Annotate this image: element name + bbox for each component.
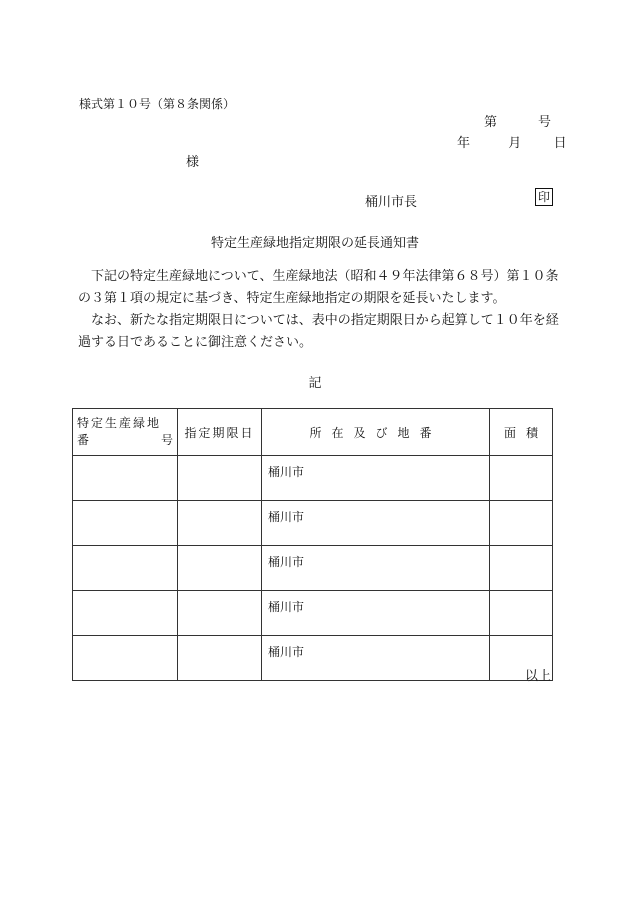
date-month-label: 月 [508, 136, 522, 151]
table-row [73, 591, 553, 636]
cell-number[interactable] [73, 501, 178, 546]
cell-number[interactable] [73, 456, 178, 501]
date-year-label: 年 [457, 136, 471, 151]
cell-deadline[interactable] [178, 591, 262, 636]
number-label-go: 号 [538, 115, 552, 130]
ki-heading: 記 [308, 376, 322, 391]
cell-deadline[interactable] [178, 636, 262, 681]
closing-text: 以上 [525, 669, 552, 684]
cell-area[interactable] [490, 546, 553, 591]
number-label-dai: 第 [484, 115, 498, 130]
header-area: 面 積 [490, 409, 553, 456]
header-number: 特定生産緑地 番 号 [73, 409, 178, 456]
date-day-label: 日 [553, 136, 567, 151]
cell-number[interactable] [73, 636, 178, 681]
green-land-table [72, 408, 553, 681]
cell-deadline[interactable] [178, 501, 262, 546]
document-number [484, 111, 552, 130]
table-row [73, 546, 553, 591]
cell-number[interactable] [73, 591, 178, 636]
body-paragraph-1: 下記の特定生産緑地について、生産緑地法（昭和４９年法律第６８号）第１０条の３第１項の規定に基づき、特定生産緑地指定の期限を延長いたします。 [78, 269, 559, 306]
cell-deadline[interactable] [178, 546, 262, 591]
issuer-name: 桶川市長 [365, 195, 418, 210]
cell-deadline[interactable] [178, 456, 262, 501]
table-header-row [73, 409, 553, 456]
form-number: 様式第１０号（第８条関係） [79, 97, 236, 111]
cell-location[interactable]: 桶川市 [262, 546, 490, 591]
addressee: 様 [186, 155, 200, 170]
cell-area[interactable] [490, 456, 553, 501]
cell-location[interactable]: 桶川市 [262, 636, 490, 681]
table-row [73, 636, 553, 681]
header-location: 所在及び地番 [262, 409, 490, 456]
cell-location[interactable]: 桶川市 [262, 501, 490, 546]
body-text [78, 266, 560, 354]
header-deadline: 指定期限日 [178, 409, 262, 456]
cell-area[interactable] [490, 591, 553, 636]
body-paragraph-2: なお、新たな指定期限日については、表中の指定期限日から起算して１０年を経過する日であることに御注意ください。 [78, 313, 559, 350]
cell-location[interactable]: 桶川市 [262, 591, 490, 636]
cell-number[interactable] [73, 546, 178, 591]
table-row [73, 501, 553, 546]
seal-mark: 印 [535, 188, 553, 206]
cell-area[interactable] [490, 501, 553, 546]
document-date [457, 132, 567, 151]
table-row [73, 456, 553, 501]
cell-location[interactable]: 桶川市 [262, 456, 490, 501]
document-title: 特定生産緑地指定期限の延長通知書 [210, 236, 419, 251]
